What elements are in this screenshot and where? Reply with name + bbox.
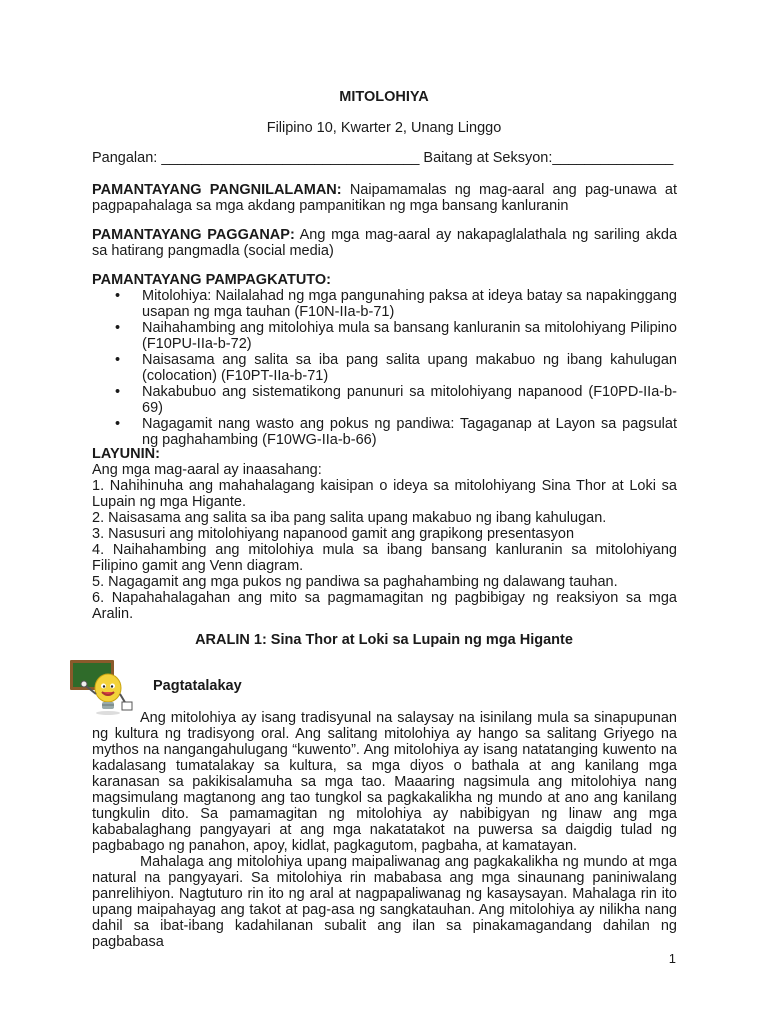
objective-item: 3. Nasusuri ang mitolohiyang napanood gamit ang grapikong presentasyon (92, 526, 575, 542)
lightbulb-teacher-icon (66, 658, 136, 716)
competency-list (92, 288, 677, 448)
performance-standard-text: Ang mga mag-aaral ay nakapaglalathala ng sariling akda sa hatirang pangmadla (social media) (92, 227, 678, 259)
bullet-icon: • (115, 352, 121, 368)
lesson-title: ARALIN 1: Sina Thor at Loki sa Lupain ng mga Higante (195, 632, 573, 648)
body-paragraph: Mahalaga ang mitolohiya upang maipaliwanag ang pagkakalikha ng mundo at mga natural na pangyayari. Sa mitolohiya rin mababasa ang mga sinaunang paniniwalang panrelihiyon. Nagtuturo rin ito ng aral at nagpapaliwanag ng kasaysayan. Mahalaga rin ito upang maipahayag ang takot at pag-asa ng sangkatauhan. Ang mitolohiya ay nilikha nang dahil sa ibat-ibang kadahilanan subalit ang ilan sa pinakamagandang dahilan ng pagbabasa (92, 854, 677, 950)
discussion-body (92, 710, 677, 950)
objective-item: 5. Nagagamit ang mga pukos ng pandiwa sa paghahambing ng dalawang tauhan. (92, 574, 618, 590)
document-title: MITOLOHIYA (339, 89, 429, 105)
objective-item: 2. Naisasama ang salita sa iba pang salita upang makabuo ng ibang kahulugan. (92, 510, 607, 526)
objective-item: 6. Napahahalagahan ang mito sa pagmamagitan ng pagbibigay ng reaksiyon sa mga Aralin. (92, 590, 677, 622)
section-heading-pagtatalakay: Pagtatalakay (153, 678, 242, 694)
competency-item: • Naihahambing ang mitolohiya mula sa bansang kanluranin sa mitolohiyang Pilipino (F10PU-IIa-b-72) (115, 320, 677, 352)
objective-item: 1. Nahihinuha ang mahahalagang kaisipan o ideya sa mitolohiyang Sina Thor at Loki sa Lupain ng mga Higante. (92, 478, 677, 510)
content-standard-label: PAMANTAYANG PANGNILALAMAN: (92, 182, 342, 198)
content-standard (92, 182, 677, 214)
competency-item: • Mitolohiya: Nailalahad ng mga pangunahing paksa at ideya batay sa napakinggang usapan ng mga tauhan (F10N-IIa-b-71) (115, 288, 677, 320)
performance-standard-label: PAMANTAYANG PAGGANAP: (92, 227, 295, 243)
objectives-intro: Ang mga mag-aaral ay inaasahang: (92, 462, 322, 478)
bullet-icon: • (115, 288, 121, 304)
competency-item: • Nagagamit nang wasto ang pokus ng pandiwa: Tagaganap at Layon sa pagsulat ng paghahambing (F10WG-IIa-b-66) (115, 416, 677, 448)
bullet-icon: • (115, 384, 121, 400)
layunin-heading: LAYUNIN: (92, 446, 160, 462)
document-subtitle: Filipino 10, Kwarter 2, Unang Linggo (266, 120, 502, 136)
page-number: 1 (668, 951, 676, 966)
competency-item: • Nakabubuo ang sistematikong panunuri sa mitolohiyang napanood (F10PD-IIa-b-69) (115, 384, 677, 416)
bullet-icon: • (115, 416, 121, 432)
performance-standard (92, 227, 677, 259)
learning-competencies-heading: PAMANTAYANG PAMPAGKATUTO: (92, 272, 331, 288)
objectives-list (92, 462, 677, 622)
name-section-line: Pangalan: ________________________________ Baitang at Seksyon:_______________ (92, 150, 674, 166)
competency-item: • Naisasama ang salita sa iba pang salita upang makabuo ng ibang kahulugan (colocation) (F10PT-IIa-b-71) (115, 352, 677, 384)
objective-item: 4. Naihahambing ang mitolohiya mula sa ibang bansang kanluranin sa mitolohiyang Filipino gamit ang Venn diagram. (92, 542, 677, 574)
content-standard-text: Naipamamalas ng mag-aaral ang pag-unawa at pagpapahalaga sa mga akdang pampanitikan ng mga bansang kanluranin (92, 182, 677, 214)
bullet-icon: • (115, 320, 121, 336)
body-paragraph: Ang mitolohiya ay isang tradisyunal na salaysay na isinilang mula sa sinapupunan ng kultura ng tradisyong oral. Ang salitang mitolohiya ay hango sa salitang Griyego na mythos na nangangahulugang “kuwento”. Ang mitolohiya ay isang natatanging kuwento na kadalasang tumatalakay sa kultura, sa mga diyos o bathala at ang kanilang mga karanasan sa pakikisalamuha sa mga tao. Maaaring nagsimula ang mitolohiya nang magsimulang magtanong ang tao tungkol sa pagkakalikha ng mundo at ano ang kanilang tungkulin dito. Sa pamamagitan ng mitolohiya ay nabibigyan ng linaw ang mga kababalaghang pangyayari at ang mga nakatatakot na puwersa sa daigdig tulad ng pagbabago ng panahon, apoy, kidlat, pagkagutom, pagbaha, at kamatayan. (92, 710, 677, 854)
